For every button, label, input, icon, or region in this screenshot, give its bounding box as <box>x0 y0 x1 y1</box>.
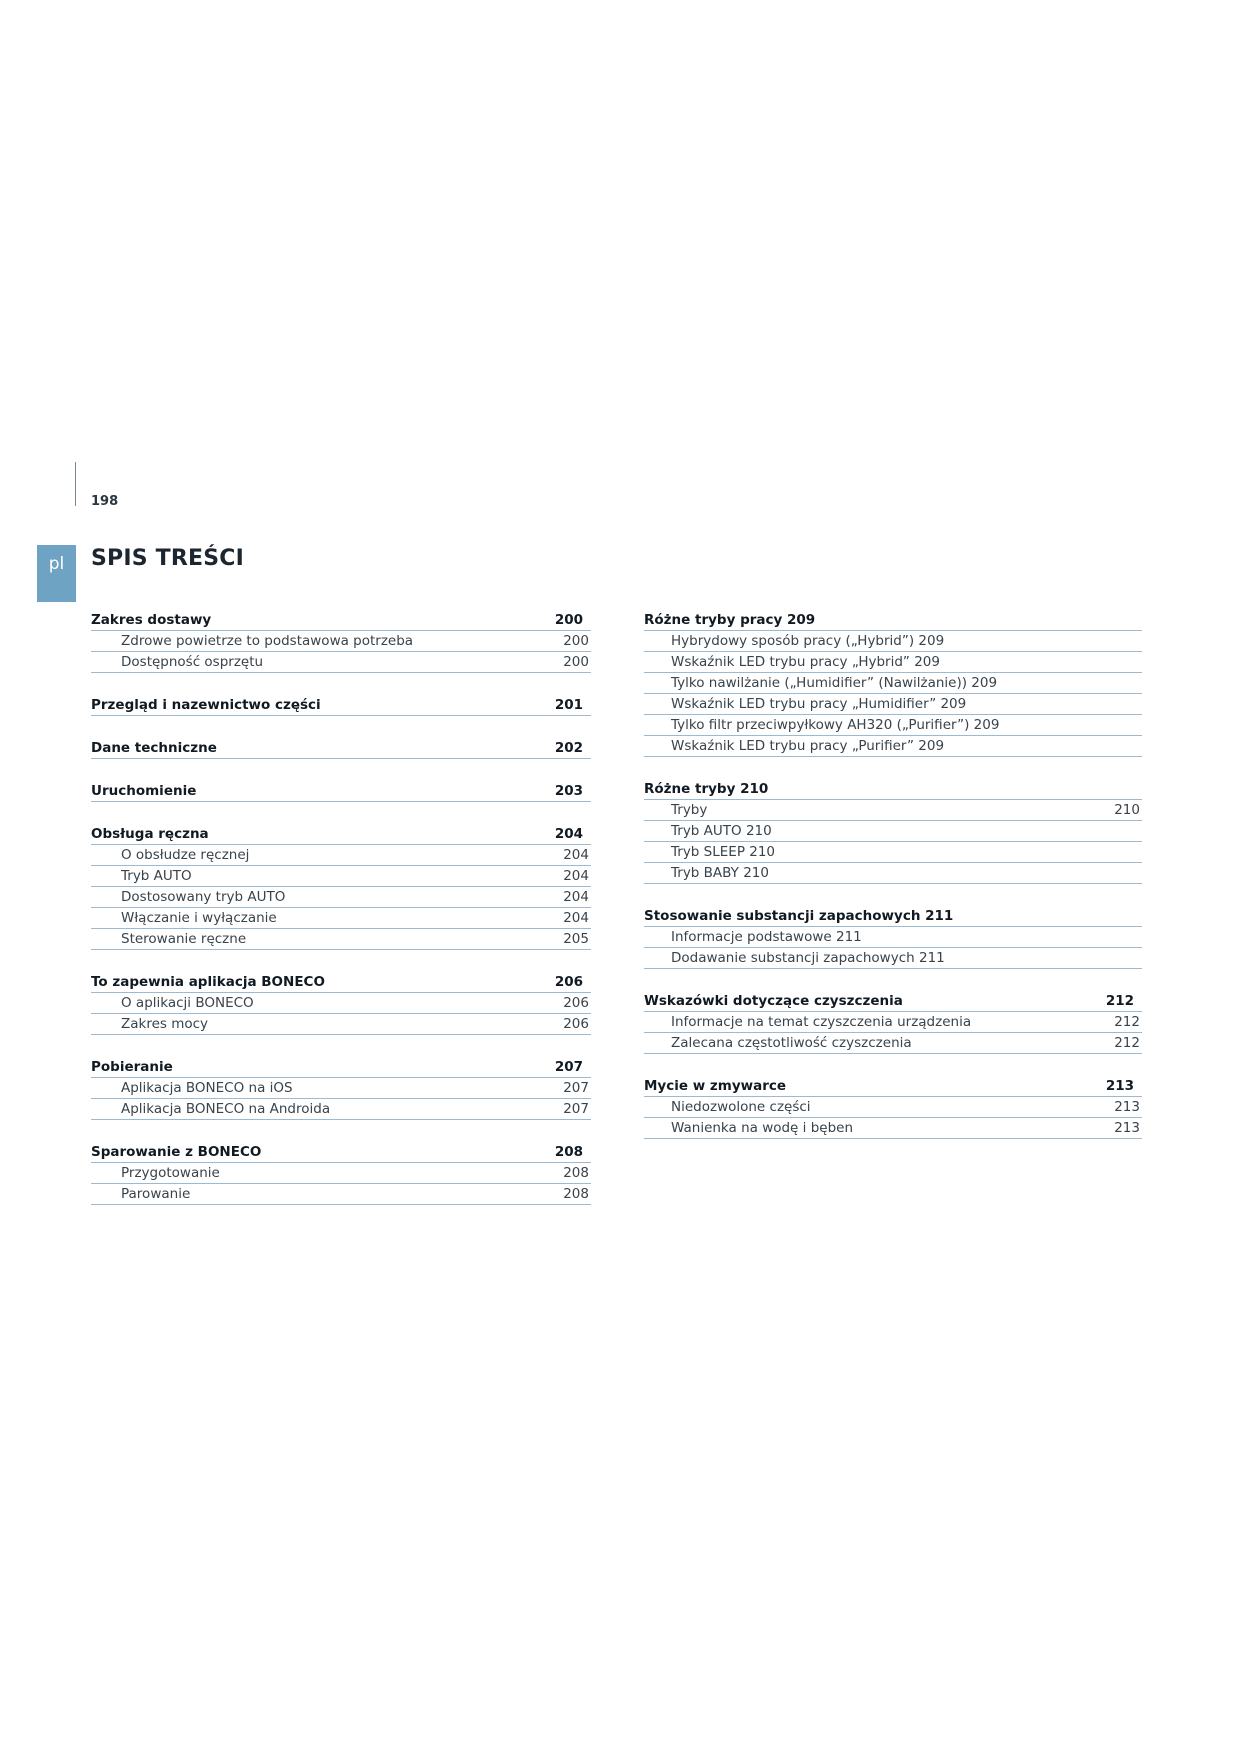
entry-text: O aplikacji BONECO <box>121 995 254 1011</box>
entry-page-number: 207 <box>563 1080 589 1096</box>
heading-text: Sparowanie z BONECO <box>91 1144 262 1160</box>
toc-section-heading[interactable] <box>91 736 591 759</box>
entry-text: Zdrowe powietrze to podstawowa potrzeba <box>121 633 414 649</box>
entry-text: Tryby <box>671 802 708 818</box>
entry-page-number: 213 <box>1114 1120 1140 1136</box>
toc-section <box>91 779 591 802</box>
toc-section-heading[interactable] <box>91 1140 591 1163</box>
toc-entry[interactable] <box>644 948 1142 969</box>
entry-text: Tryb AUTO <box>121 868 192 884</box>
toc-left-column <box>91 608 591 1225</box>
toc-section-heading[interactable] <box>644 608 1142 631</box>
heading-page-number: 201 <box>554 697 583 713</box>
toc-entry[interactable] <box>644 842 1142 863</box>
toc-section <box>91 1140 591 1205</box>
toc-section <box>91 822 591 950</box>
heading-page-number: 204 <box>554 826 583 842</box>
entry-text: Informacje na temat czyszczenia urządzenia <box>671 1014 972 1030</box>
heading-page-number: 203 <box>554 783 583 799</box>
entry-text: Wskaźnik LED trybu pracy „Purifier” 209 <box>671 738 945 754</box>
toc-entry[interactable] <box>91 1184 591 1205</box>
toc-entry[interactable] <box>91 631 591 652</box>
heading-page-number: 208 <box>554 1144 583 1160</box>
heading-text: Obsługa ręczna <box>91 826 209 842</box>
entry-page-number: 204 <box>563 889 589 905</box>
toc-section-heading[interactable] <box>91 779 591 802</box>
toc-section-heading[interactable] <box>644 1074 1142 1097</box>
toc-section-heading[interactable] <box>644 989 1142 1012</box>
toc-entry[interactable] <box>91 1014 591 1035</box>
heading-page-number: 202 <box>554 740 583 756</box>
toc-section <box>644 777 1142 884</box>
heading-text: To zapewnia aplikacja BONECO <box>91 974 325 990</box>
toc-section <box>91 1055 591 1120</box>
toc-section <box>644 1074 1142 1139</box>
toc-entry[interactable] <box>91 845 591 866</box>
entry-page-number: 204 <box>563 910 589 926</box>
toc-section <box>644 608 1142 757</box>
toc-entry[interactable] <box>644 1097 1142 1118</box>
entry-text: Wanienka na wodę i bęben <box>671 1120 854 1136</box>
heading-text: Stosowanie substancji zapachowych 211 <box>644 908 954 924</box>
toc-entry[interactable] <box>91 1078 591 1099</box>
toc-entry[interactable] <box>91 1099 591 1120</box>
toc-section-heading[interactable] <box>91 1055 591 1078</box>
entry-page-number: 210 <box>1114 802 1140 818</box>
heading-page-number: 213 <box>1105 1078 1134 1094</box>
entry-page-number: 204 <box>563 868 589 884</box>
toc-section-heading[interactable] <box>644 904 1142 927</box>
toc-entry[interactable] <box>644 1118 1142 1139</box>
toc-section-heading[interactable] <box>91 693 591 716</box>
entry-text: Tryb SLEEP 210 <box>671 844 776 860</box>
toc-section <box>91 608 591 673</box>
entry-text: Informacje podstawowe 211 <box>671 929 862 945</box>
toc-section <box>91 736 591 759</box>
entry-page-number: 206 <box>563 1016 589 1032</box>
heading-text: Dane techniczne <box>91 740 217 756</box>
toc-entry[interactable] <box>644 694 1142 715</box>
entry-page-number: 205 <box>563 931 589 947</box>
entry-text: Przygotowanie <box>121 1165 220 1181</box>
toc-entry[interactable] <box>644 1033 1142 1054</box>
toc-entry[interactable] <box>644 673 1142 694</box>
entry-text: Wskaźnik LED trybu pracy „Hybrid” 209 <box>671 654 940 670</box>
entry-text: Parowanie <box>121 1186 191 1202</box>
entry-text: Tylko filtr przeciwpyłkowy AH320 („Purifier”) 209 <box>671 717 1000 733</box>
toc-section-heading[interactable] <box>644 777 1142 800</box>
entry-text: Tryb BABY 210 <box>671 865 769 881</box>
toc-section <box>91 693 591 716</box>
toc-section <box>91 970 591 1035</box>
language-tab: pl <box>37 545 76 602</box>
toc-entry[interactable] <box>91 908 591 929</box>
toc-entry[interactable] <box>644 652 1142 673</box>
entry-text: Tryb AUTO 210 <box>671 823 772 839</box>
toc-section-heading[interactable] <box>91 608 591 631</box>
entry-text: Aplikacja BONECO na Androida <box>121 1101 331 1117</box>
heading-text: Pobieranie <box>91 1059 173 1075</box>
entry-page-number: 200 <box>563 654 589 670</box>
entry-text: O obsłudze ręcznej <box>121 847 250 863</box>
entry-page-number: 207 <box>563 1101 589 1117</box>
toc-entry[interactable] <box>91 652 591 673</box>
entry-page-number: 206 <box>563 995 589 1011</box>
entry-text: Tylko nawilżanie („Humidifier” (Nawilżanie)) 209 <box>671 675 998 691</box>
page-number: 198 <box>91 494 119 509</box>
entry-page-number: 212 <box>1114 1035 1140 1051</box>
entry-text: Hybrydowy sposób pracy („Hybrid”) 209 <box>671 633 945 649</box>
entry-page-number: 212 <box>1114 1014 1140 1030</box>
toc-entry[interactable] <box>644 821 1142 842</box>
entry-page-number: 208 <box>563 1165 589 1181</box>
toc-section <box>644 904 1142 969</box>
toc-entry[interactable] <box>644 715 1142 736</box>
toc-right-column <box>644 608 1142 1159</box>
toc-entry[interactable] <box>91 929 591 950</box>
toc-entry[interactable] <box>644 863 1142 884</box>
toc-section-heading[interactable] <box>91 822 591 845</box>
heading-text: Różne tryby 210 <box>644 781 769 797</box>
heading-text: Różne tryby pracy 209 <box>644 612 816 628</box>
toc-entry[interactable] <box>644 631 1142 652</box>
toc-entry[interactable] <box>644 1012 1142 1033</box>
entry-text: Wskaźnik LED trybu pracy „Humidifier” 209 <box>671 696 967 712</box>
entry-text: Sterowanie ręczne <box>121 931 247 947</box>
heading-text: Wskazówki dotyczące czyszczenia <box>644 993 903 1009</box>
heading-text: Zakres dostawy <box>91 612 212 628</box>
page-title: SPIS TREŚCI <box>91 546 245 571</box>
toc-entry[interactable] <box>91 1163 591 1184</box>
toc-section <box>644 989 1142 1054</box>
entry-text: Dostosowany tryb AUTO <box>121 889 286 905</box>
toc-entry[interactable] <box>644 736 1142 757</box>
entry-text: Zakres mocy <box>121 1016 209 1032</box>
heading-text: Przegląd i nazewnictwo części <box>91 697 321 713</box>
margin-rule <box>75 462 76 506</box>
entry-text: Włączanie i wyłączanie <box>121 910 277 926</box>
toc-entry[interactable] <box>91 887 591 908</box>
heading-page-number: 206 <box>554 974 583 990</box>
entry-page-number: 208 <box>563 1186 589 1202</box>
toc-section-heading[interactable] <box>91 970 591 993</box>
entry-text: Niedozwolone części <box>671 1099 811 1115</box>
heading-page-number: 207 <box>554 1059 583 1075</box>
toc-entry[interactable] <box>644 927 1142 948</box>
entry-page-number: 213 <box>1114 1099 1140 1115</box>
toc-entry[interactable] <box>91 993 591 1014</box>
toc-entry[interactable] <box>644 800 1142 821</box>
heading-text: Mycie w zmywarce <box>644 1078 787 1094</box>
heading-page-number: 200 <box>554 612 583 628</box>
entry-page-number: 204 <box>563 847 589 863</box>
heading-text: Uruchomienie <box>91 783 197 799</box>
entry-text: Dodawanie substancji zapachowych 211 <box>671 950 945 966</box>
entry-page-number: 200 <box>563 633 589 649</box>
entry-text: Zalecana częstotliwość czyszczenia <box>671 1035 912 1051</box>
heading-page-number: 212 <box>1105 993 1134 1009</box>
toc-entry[interactable] <box>91 866 591 887</box>
entry-text: Aplikacja BONECO na iOS <box>121 1080 293 1096</box>
entry-text: Dostępność osprzętu <box>121 654 264 670</box>
